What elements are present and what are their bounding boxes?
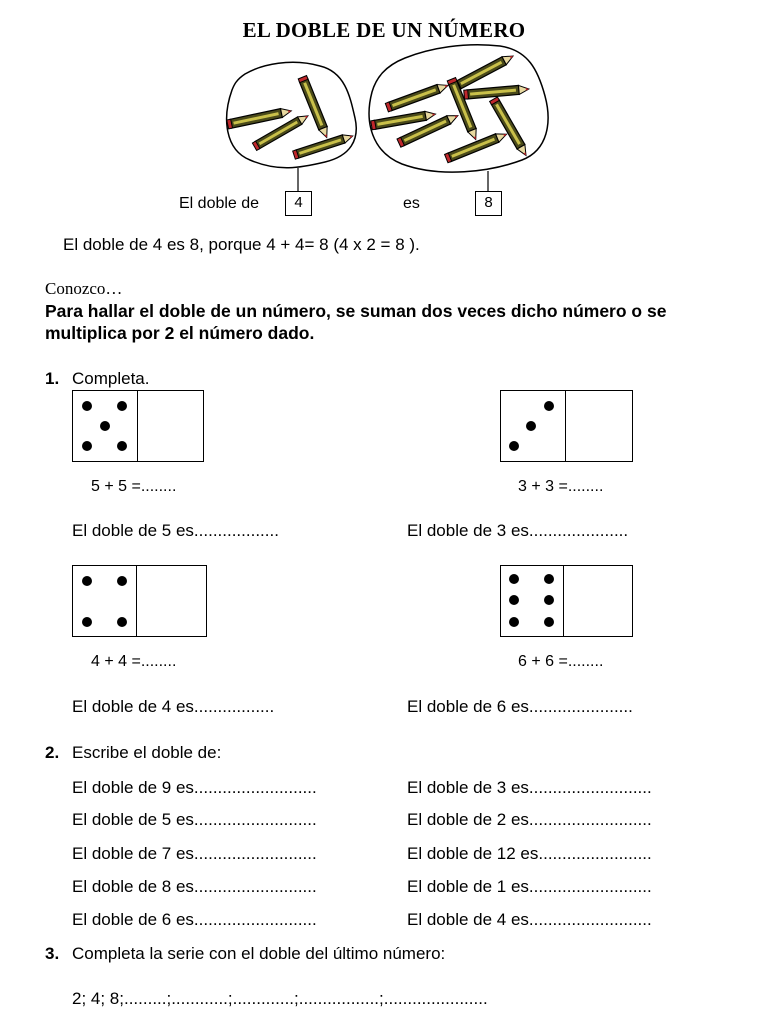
pencil-icon: [490, 97, 530, 158]
double-left-4: El doble de 8 es..........................: [72, 877, 317, 896]
exercise-1-instruction: Completa.: [72, 369, 150, 388]
domino-five: [72, 390, 204, 462]
page-title: EL DOBLE DE UN NÚMERO: [242, 18, 526, 42]
pencil-sets-illustration: [0, 0, 768, 240]
sentence-doble-3: El doble de 3 es.....................: [407, 521, 629, 540]
pencil-icon: [298, 76, 331, 140]
domino-four: [72, 565, 207, 637]
exercise-3-number: 3.: [45, 944, 60, 963]
double-right-1: El doble de 3 es..........................: [407, 778, 652, 797]
label-doble-de: El doble de: [179, 195, 260, 212]
sentence-doble-5: El doble de 5 es..................: [72, 521, 279, 540]
rule-line-1: Para hallar el doble de un número, se suman dos veces dicho número o se: [45, 301, 667, 321]
equation-4: 4 + 4 =........: [91, 653, 177, 670]
equation-3: 3 + 3 =........: [518, 478, 604, 495]
pencil-icon: [385, 81, 449, 112]
conozco-heading: Conozco…: [45, 279, 123, 298]
double-right-5: El doble de 4 es..........................: [407, 910, 652, 929]
domino-six: [500, 565, 633, 637]
number-box-8: 8: [475, 191, 502, 216]
exercise-1-number: 1.: [45, 369, 60, 388]
sentence-doble-6: El doble de 6 es......................: [407, 697, 633, 716]
series-line: 2; 4; 8;.........;............;.............;.................;......................: [72, 989, 488, 1008]
number-box-4: 4: [285, 191, 312, 216]
left-set-outline: [227, 62, 357, 167]
double-right-4: El doble de 1 es..........................: [407, 877, 652, 896]
pencil-icon: [293, 132, 354, 159]
label-es: es: [403, 195, 420, 212]
double-right-2: El doble de 2 es..........................: [407, 810, 652, 829]
domino-three: [500, 390, 633, 462]
rule-line-2: multiplica por 2 el número dado.: [45, 323, 315, 343]
double-left-1: El doble de 9 es..........................: [72, 778, 317, 797]
equation-5: 5 + 5 =........: [91, 478, 177, 495]
double-left-2: El doble de 5 es..........................: [72, 810, 317, 829]
double-left-5: El doble de 6 es..........................: [72, 910, 317, 929]
sentence-doble-4: El doble de 4 es.................: [72, 697, 275, 716]
equation-6: 6 + 6 =........: [518, 653, 604, 670]
double-left-3: El doble de 7 es..........................: [72, 844, 317, 863]
exercise-2-instruction: Escribe el doble de:: [72, 743, 222, 762]
exercise-3-instruction: Completa la serie con el doble del último número:: [72, 944, 446, 963]
explanation: El doble de 4 es 8, porque 4 + 4= 8 (4 x 2 = 8 ).: [63, 235, 420, 254]
pencil-icon: [454, 52, 516, 90]
exercise-2-number: 2.: [45, 743, 60, 762]
double-right-3: El doble de 12 es........................: [407, 844, 652, 863]
